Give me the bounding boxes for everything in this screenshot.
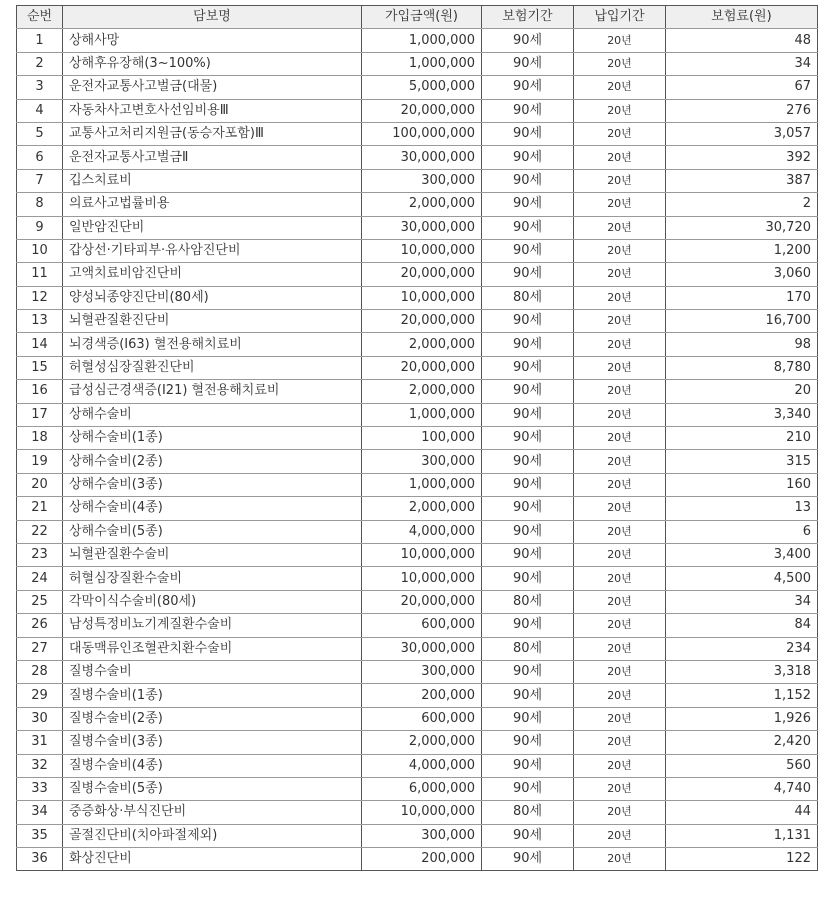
cell-name: 질병수술비(5종) xyxy=(63,777,362,800)
header-no: 순번 xyxy=(17,6,63,29)
cell-name: 각막이식수술비(80세) xyxy=(63,590,362,613)
cell-no: 7 xyxy=(17,169,63,192)
cell-no: 31 xyxy=(17,731,63,754)
cell-premium: 44 xyxy=(666,801,818,824)
cell-term: 90세 xyxy=(482,380,574,403)
cell-premium: 387 xyxy=(666,169,818,192)
cell-no: 1 xyxy=(17,29,63,52)
cell-name: 허혈심장질환수술비 xyxy=(63,567,362,590)
table-row xyxy=(17,263,818,286)
cell-term: 90세 xyxy=(482,614,574,637)
cell-name: 운전자교통사고벌금(대물) xyxy=(63,76,362,99)
cell-pay: 20년 xyxy=(574,239,666,262)
cell-pay: 20년 xyxy=(574,146,666,169)
cell-pay: 20년 xyxy=(574,637,666,660)
cell-pay: 20년 xyxy=(574,122,666,145)
cell-term: 90세 xyxy=(482,99,574,122)
cell-pay: 20년 xyxy=(574,380,666,403)
cell-term: 80세 xyxy=(482,801,574,824)
cell-pay: 20년 xyxy=(574,263,666,286)
table-row xyxy=(17,801,818,824)
cell-amount: 2,000,000 xyxy=(362,380,482,403)
cell-name: 중증화상·부식진단비 xyxy=(63,801,362,824)
cell-term: 90세 xyxy=(482,543,574,566)
cell-pay: 20년 xyxy=(574,286,666,309)
cell-premium: 4,500 xyxy=(666,567,818,590)
cell-no: 5 xyxy=(17,122,63,145)
cell-premium: 3,057 xyxy=(666,122,818,145)
cell-premium: 560 xyxy=(666,754,818,777)
cell-name: 상해수술비(2종) xyxy=(63,450,362,473)
cell-pay: 20년 xyxy=(574,169,666,192)
cell-premium: 2,420 xyxy=(666,731,818,754)
cell-amount: 30,000,000 xyxy=(362,637,482,660)
cell-amount: 1,000,000 xyxy=(362,403,482,426)
cell-premium: 4,740 xyxy=(666,777,818,800)
cell-term: 90세 xyxy=(482,122,574,145)
cell-premium: 170 xyxy=(666,286,818,309)
cell-no: 18 xyxy=(17,427,63,450)
cell-premium: 84 xyxy=(666,614,818,637)
cell-no: 30 xyxy=(17,707,63,730)
cell-premium: 67 xyxy=(666,76,818,99)
cell-name: 갑상선·기타피부·유사암진단비 xyxy=(63,239,362,262)
cell-name: 양성뇌종양진단비(80세) xyxy=(63,286,362,309)
table-row xyxy=(17,216,818,239)
cell-name: 골절진단비(치아파절제외) xyxy=(63,824,362,847)
cell-amount: 20,000,000 xyxy=(362,99,482,122)
table-row xyxy=(17,333,818,356)
cell-term: 90세 xyxy=(482,684,574,707)
table-row xyxy=(17,637,818,660)
cell-amount: 1,000,000 xyxy=(362,29,482,52)
cell-amount: 1,000,000 xyxy=(362,473,482,496)
cell-amount: 600,000 xyxy=(362,614,482,637)
table-row xyxy=(17,543,818,566)
cell-term: 90세 xyxy=(482,52,574,75)
cell-amount: 10,000,000 xyxy=(362,543,482,566)
cell-premium: 276 xyxy=(666,99,818,122)
cell-no: 24 xyxy=(17,567,63,590)
cell-name: 상해수술비(5종) xyxy=(63,520,362,543)
cell-no: 6 xyxy=(17,146,63,169)
cell-term: 90세 xyxy=(482,239,574,262)
cell-name: 질병수술비(2종) xyxy=(63,707,362,730)
cell-premium: 1,926 xyxy=(666,707,818,730)
cell-pay: 20년 xyxy=(574,684,666,707)
cell-pay: 20년 xyxy=(574,310,666,333)
cell-amount: 4,000,000 xyxy=(362,520,482,543)
cell-pay: 20년 xyxy=(574,824,666,847)
coverage-table xyxy=(16,5,818,871)
cell-pay: 20년 xyxy=(574,333,666,356)
table-row xyxy=(17,380,818,403)
cell-name: 질병수술비(3종) xyxy=(63,731,362,754)
cell-name: 상해후유장해(3~100%) xyxy=(63,52,362,75)
cell-no: 32 xyxy=(17,754,63,777)
cell-premium: 392 xyxy=(666,146,818,169)
cell-name: 화상진단비 xyxy=(63,848,362,871)
table-row xyxy=(17,403,818,426)
cell-amount: 200,000 xyxy=(362,848,482,871)
cell-pay: 20년 xyxy=(574,193,666,216)
cell-term: 90세 xyxy=(482,310,574,333)
cell-name: 상해수술비(1종) xyxy=(63,427,362,450)
table-row xyxy=(17,590,818,613)
cell-term: 80세 xyxy=(482,637,574,660)
cell-no: 26 xyxy=(17,614,63,637)
cell-pay: 20년 xyxy=(574,614,666,637)
cell-term: 90세 xyxy=(482,731,574,754)
cell-term: 90세 xyxy=(482,777,574,800)
cell-term: 90세 xyxy=(482,660,574,683)
cell-pay: 20년 xyxy=(574,567,666,590)
cell-name: 질병수술비(1종) xyxy=(63,684,362,707)
cell-premium: 160 xyxy=(666,473,818,496)
cell-amount: 5,000,000 xyxy=(362,76,482,99)
cell-premium: 20 xyxy=(666,380,818,403)
table-row xyxy=(17,239,818,262)
cell-amount: 300,000 xyxy=(362,450,482,473)
cell-premium: 48 xyxy=(666,29,818,52)
cell-term: 90세 xyxy=(482,707,574,730)
table-row xyxy=(17,567,818,590)
cell-pay: 20년 xyxy=(574,801,666,824)
cell-no: 3 xyxy=(17,76,63,99)
cell-amount: 300,000 xyxy=(362,169,482,192)
cell-term: 90세 xyxy=(482,848,574,871)
cell-no: 23 xyxy=(17,543,63,566)
cell-amount: 2,000,000 xyxy=(362,731,482,754)
cell-amount: 30,000,000 xyxy=(362,146,482,169)
cell-amount: 300,000 xyxy=(362,824,482,847)
cell-pay: 20년 xyxy=(574,99,666,122)
cell-pay: 20년 xyxy=(574,848,666,871)
cell-no: 34 xyxy=(17,801,63,824)
cell-pay: 20년 xyxy=(574,52,666,75)
cell-no: 14 xyxy=(17,333,63,356)
cell-amount: 6,000,000 xyxy=(362,777,482,800)
cell-premium: 315 xyxy=(666,450,818,473)
cell-no: 28 xyxy=(17,660,63,683)
cell-no: 15 xyxy=(17,356,63,379)
table-row xyxy=(17,497,818,520)
cell-premium: 34 xyxy=(666,52,818,75)
cell-no: 35 xyxy=(17,824,63,847)
header-row xyxy=(17,6,818,29)
cell-no: 19 xyxy=(17,450,63,473)
cell-no: 17 xyxy=(17,403,63,426)
cell-name: 질병수술비 xyxy=(63,660,362,683)
header-term: 보험기간 xyxy=(482,6,574,29)
cell-pay: 20년 xyxy=(574,473,666,496)
cell-name: 대동맥류인조혈관치환수술비 xyxy=(63,637,362,660)
cell-pay: 20년 xyxy=(574,731,666,754)
cell-amount: 100,000,000 xyxy=(362,122,482,145)
cell-pay: 20년 xyxy=(574,660,666,683)
cell-name: 뇌경색증(I63) 혈전용해치료비 xyxy=(63,333,362,356)
cell-amount: 10,000,000 xyxy=(362,286,482,309)
cell-term: 90세 xyxy=(482,356,574,379)
cell-no: 11 xyxy=(17,263,63,286)
cell-term: 90세 xyxy=(482,473,574,496)
cell-amount: 2,000,000 xyxy=(362,497,482,520)
cell-term: 90세 xyxy=(482,263,574,286)
table-row xyxy=(17,707,818,730)
cell-pay: 20년 xyxy=(574,29,666,52)
cell-name: 급성심근경색증(I21) 혈전용해치료비 xyxy=(63,380,362,403)
cell-premium: 98 xyxy=(666,333,818,356)
cell-pay: 20년 xyxy=(574,777,666,800)
cell-no: 2 xyxy=(17,52,63,75)
cell-term: 90세 xyxy=(482,497,574,520)
table-row xyxy=(17,169,818,192)
table-row xyxy=(17,29,818,52)
table-row xyxy=(17,473,818,496)
cell-amount: 20,000,000 xyxy=(362,310,482,333)
cell-pay: 20년 xyxy=(574,497,666,520)
cell-premium: 30,720 xyxy=(666,216,818,239)
cell-name: 자동차사고변호사선임비용Ⅲ xyxy=(63,99,362,122)
cell-name: 상해수술비(3종) xyxy=(63,473,362,496)
cell-term: 90세 xyxy=(482,216,574,239)
cell-name: 교통사고처리지원금(동승자포함)Ⅲ xyxy=(63,122,362,145)
table-row xyxy=(17,52,818,75)
cell-term: 90세 xyxy=(482,520,574,543)
cell-term: 90세 xyxy=(482,193,574,216)
cell-no: 29 xyxy=(17,684,63,707)
cell-amount: 1,000,000 xyxy=(362,52,482,75)
table-row xyxy=(17,356,818,379)
cell-name: 뇌혈관질환진단비 xyxy=(63,310,362,333)
cell-name: 질병수술비(4종) xyxy=(63,754,362,777)
cell-name: 고액치료비암진단비 xyxy=(63,263,362,286)
cell-term: 90세 xyxy=(482,567,574,590)
cell-premium: 1,131 xyxy=(666,824,818,847)
cell-amount: 10,000,000 xyxy=(362,239,482,262)
cell-term: 90세 xyxy=(482,403,574,426)
cell-no: 16 xyxy=(17,380,63,403)
cell-premium: 13 xyxy=(666,497,818,520)
cell-pay: 20년 xyxy=(574,543,666,566)
cell-term: 90세 xyxy=(482,427,574,450)
cell-premium: 2 xyxy=(666,193,818,216)
cell-no: 9 xyxy=(17,216,63,239)
table-row xyxy=(17,450,818,473)
cell-pay: 20년 xyxy=(574,76,666,99)
cell-no: 12 xyxy=(17,286,63,309)
cell-amount: 20,000,000 xyxy=(362,263,482,286)
table-row xyxy=(17,286,818,309)
cell-term: 90세 xyxy=(482,450,574,473)
header-amount: 가입금액(원) xyxy=(362,6,482,29)
cell-premium: 1,200 xyxy=(666,239,818,262)
cell-no: 4 xyxy=(17,99,63,122)
cell-amount: 10,000,000 xyxy=(362,801,482,824)
cell-pay: 20년 xyxy=(574,590,666,613)
table-row xyxy=(17,520,818,543)
cell-pay: 20년 xyxy=(574,356,666,379)
cell-no: 8 xyxy=(17,193,63,216)
cell-premium: 234 xyxy=(666,637,818,660)
cell-premium: 3,060 xyxy=(666,263,818,286)
cell-amount: 10,000,000 xyxy=(362,567,482,590)
cell-no: 22 xyxy=(17,520,63,543)
cell-premium: 122 xyxy=(666,848,818,871)
table-row xyxy=(17,754,818,777)
cell-no: 36 xyxy=(17,848,63,871)
cell-term: 80세 xyxy=(482,286,574,309)
table-row xyxy=(17,76,818,99)
cell-no: 25 xyxy=(17,590,63,613)
cell-premium: 16,700 xyxy=(666,310,818,333)
cell-amount: 30,000,000 xyxy=(362,216,482,239)
cell-term: 90세 xyxy=(482,169,574,192)
cell-name: 일반암진단비 xyxy=(63,216,362,239)
cell-amount: 20,000,000 xyxy=(362,356,482,379)
cell-pay: 20년 xyxy=(574,520,666,543)
table-row xyxy=(17,193,818,216)
cell-no: 27 xyxy=(17,637,63,660)
cell-no: 33 xyxy=(17,777,63,800)
cell-premium: 3,340 xyxy=(666,403,818,426)
cell-amount: 300,000 xyxy=(362,660,482,683)
header-premium: 보험료(원) xyxy=(666,6,818,29)
cell-name: 운전자교통사고벌금Ⅱ xyxy=(63,146,362,169)
cell-amount: 600,000 xyxy=(362,707,482,730)
cell-term: 90세 xyxy=(482,754,574,777)
cell-pay: 20년 xyxy=(574,427,666,450)
cell-name: 상해수술비(4종) xyxy=(63,497,362,520)
table-row xyxy=(17,848,818,871)
cell-pay: 20년 xyxy=(574,450,666,473)
table-row xyxy=(17,427,818,450)
cell-no: 13 xyxy=(17,310,63,333)
cell-premium: 6 xyxy=(666,520,818,543)
header-name: 담보명 xyxy=(63,6,362,29)
cell-no: 20 xyxy=(17,473,63,496)
cell-term: 80세 xyxy=(482,590,574,613)
cell-name: 남성특정비뇨기계질환수술비 xyxy=(63,614,362,637)
cell-term: 90세 xyxy=(482,29,574,52)
cell-pay: 20년 xyxy=(574,707,666,730)
table-row xyxy=(17,146,818,169)
cell-term: 90세 xyxy=(482,146,574,169)
cell-amount: 20,000,000 xyxy=(362,590,482,613)
cell-term: 90세 xyxy=(482,333,574,356)
cell-premium: 3,400 xyxy=(666,543,818,566)
cell-pay: 20년 xyxy=(574,216,666,239)
cell-amount: 200,000 xyxy=(362,684,482,707)
cell-amount: 4,000,000 xyxy=(362,754,482,777)
cell-no: 10 xyxy=(17,239,63,262)
table-row xyxy=(17,824,818,847)
cell-amount: 2,000,000 xyxy=(362,193,482,216)
table-row xyxy=(17,660,818,683)
table-row xyxy=(17,122,818,145)
cell-name: 상해수술비 xyxy=(63,403,362,426)
table-row xyxy=(17,777,818,800)
cell-pay: 20년 xyxy=(574,403,666,426)
cell-name: 허혈성심장질환진단비 xyxy=(63,356,362,379)
cell-no: 21 xyxy=(17,497,63,520)
header-pay: 납입기간 xyxy=(574,6,666,29)
table-row xyxy=(17,310,818,333)
cell-name: 상해사망 xyxy=(63,29,362,52)
cell-pay: 20년 xyxy=(574,754,666,777)
cell-amount: 2,000,000 xyxy=(362,333,482,356)
table-row xyxy=(17,684,818,707)
cell-name: 깁스치료비 xyxy=(63,169,362,192)
cell-term: 90세 xyxy=(482,76,574,99)
table-row xyxy=(17,614,818,637)
table-row xyxy=(17,731,818,754)
cell-premium: 1,152 xyxy=(666,684,818,707)
cell-name: 뇌혈관질환수술비 xyxy=(63,543,362,566)
cell-premium: 3,318 xyxy=(666,660,818,683)
table-row xyxy=(17,99,818,122)
cell-premium: 8,780 xyxy=(666,356,818,379)
cell-amount: 100,000 xyxy=(362,427,482,450)
cell-premium: 34 xyxy=(666,590,818,613)
cell-name: 의료사고법률비용 xyxy=(63,193,362,216)
cell-term: 90세 xyxy=(482,824,574,847)
cell-premium: 210 xyxy=(666,427,818,450)
